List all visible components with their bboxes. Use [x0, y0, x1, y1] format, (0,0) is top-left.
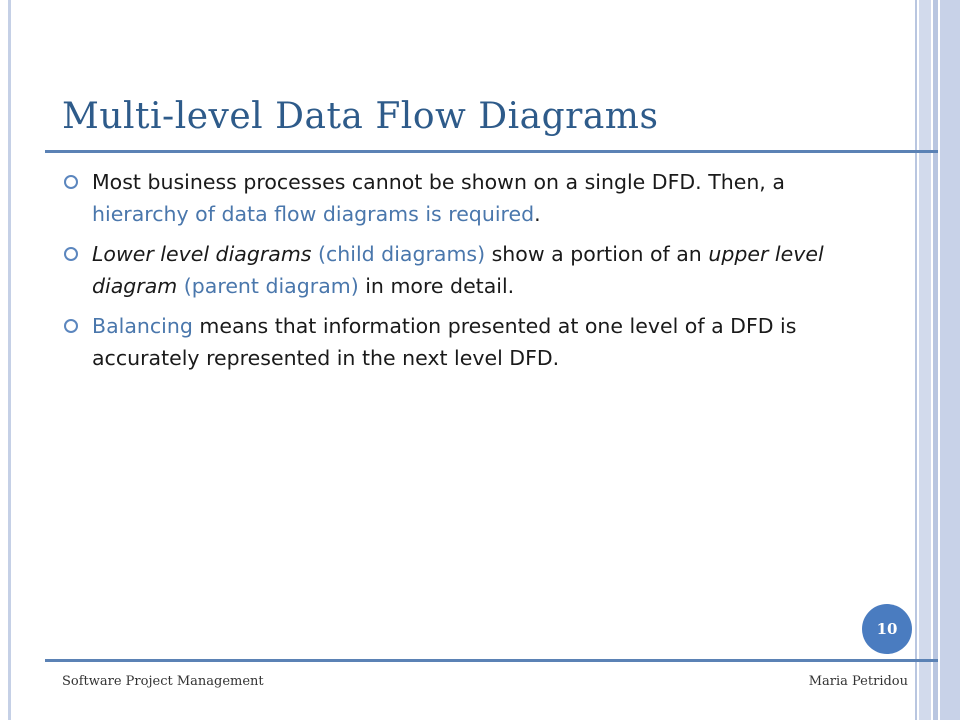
bullet-item-hierarchy	[62, 166, 842, 230]
bullet-highlight-segment: Balancing	[92, 314, 193, 338]
title-divider	[45, 150, 938, 153]
bullet-highlight-segment: (parent diagram)	[177, 274, 359, 298]
bullet-text-segment: Most business processes cannot be shown on a single DFD. Then, a	[92, 170, 785, 194]
bullet-highlight-segment: hierarchy of data flow diagrams is required	[92, 202, 535, 226]
footer-author-name: Maria Petridou	[808, 674, 908, 689]
bullet-highlight-segment: (child diagrams)	[311, 242, 486, 266]
bullet-item-lower-level	[62, 238, 842, 302]
ring-bullet-icon	[64, 175, 78, 189]
bullet-text-segment: means that information presented at one level of a DFD is accurately represented in the next level DFD.	[92, 314, 797, 370]
ring-bullet-icon	[64, 247, 78, 261]
bullet-text-segment: .	[534, 202, 541, 226]
bullet-text-segment: show a portion of an	[485, 242, 709, 266]
left-frame-line	[8, 0, 11, 720]
slide-title: Multi-level Data Flow Diagrams	[62, 96, 659, 137]
bullet-italic-segment: upper level diagram	[92, 242, 824, 298]
footer-course-name: Software Project Management	[62, 674, 264, 689]
bullet-text-segment: in more detail.	[358, 274, 515, 298]
slide-number-badge: 10	[862, 604, 912, 654]
footer-divider	[45, 659, 938, 662]
bullet-item-balancing	[62, 310, 842, 374]
bullet-list	[62, 166, 842, 382]
ring-bullet-icon	[64, 319, 78, 333]
bullet-italic-segment: Lower level diagrams	[92, 242, 312, 266]
